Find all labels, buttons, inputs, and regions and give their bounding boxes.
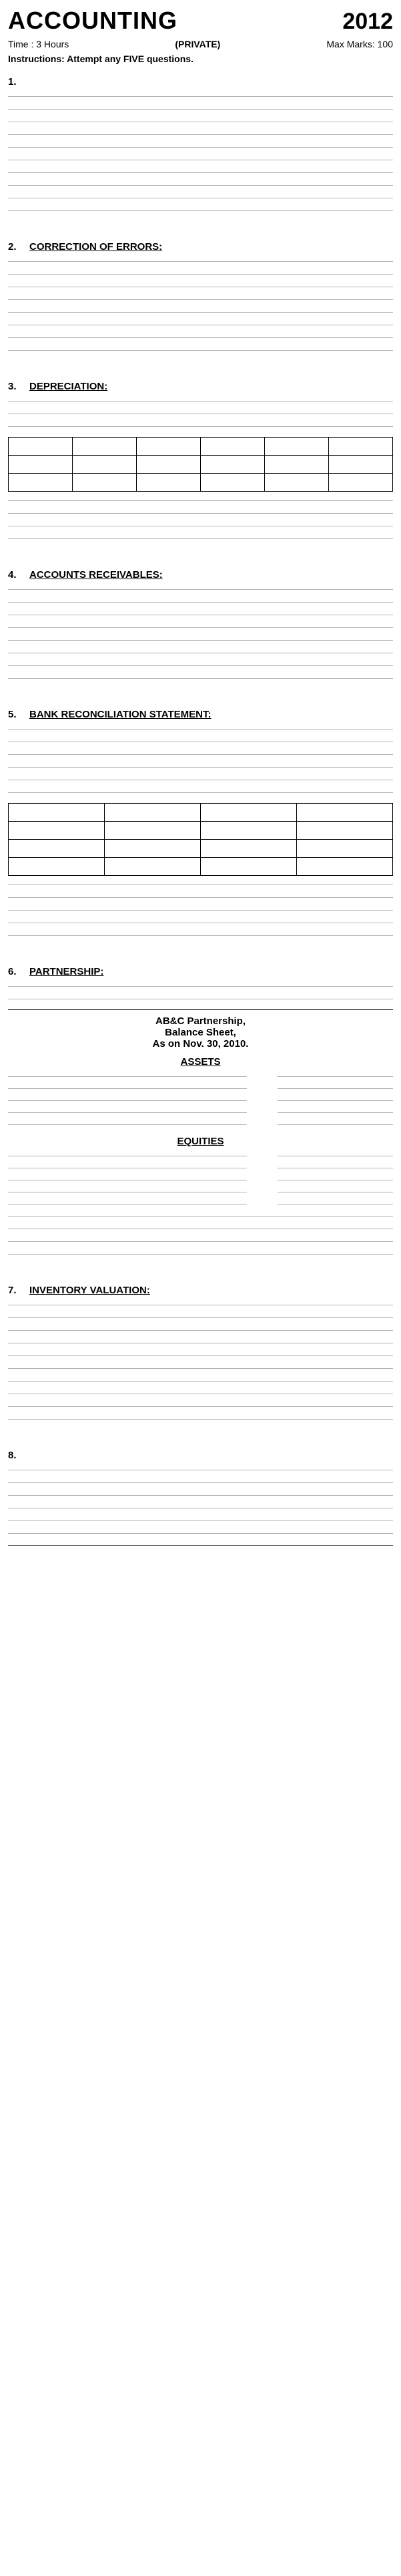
question-number: 5. xyxy=(8,709,17,720)
text-line xyxy=(8,271,393,278)
text-line xyxy=(8,1339,393,1347)
text-line xyxy=(8,776,393,784)
text-line xyxy=(8,334,393,341)
question-6 xyxy=(8,966,393,1258)
text-line xyxy=(8,258,393,265)
bs-row xyxy=(8,1152,393,1159)
instructions: Instructions: Attempt any FIVE questions. xyxy=(8,53,193,64)
text-line xyxy=(8,907,393,914)
text-line xyxy=(8,1301,393,1309)
text-line xyxy=(8,881,393,889)
paper-type: (PRIVATE) xyxy=(175,39,221,49)
text-line xyxy=(8,410,393,418)
text-line xyxy=(8,764,393,771)
text-line xyxy=(8,995,393,1003)
text-line xyxy=(8,309,393,316)
question-8 xyxy=(8,1450,393,1537)
text-line xyxy=(8,1530,393,1537)
question-number: 3. xyxy=(8,381,17,392)
bs-row xyxy=(8,1097,393,1104)
bs-row xyxy=(8,1085,393,1092)
question-title: ACCOUNTS RECEIVABLES: xyxy=(29,569,163,581)
question-number: 8. xyxy=(8,1450,17,1461)
bs-row xyxy=(8,1176,393,1183)
text-line xyxy=(8,751,393,758)
text-line xyxy=(8,182,393,189)
text-line xyxy=(8,347,393,354)
text-line xyxy=(8,283,393,291)
text-line xyxy=(8,144,393,151)
bs-title-3: As on Nov. 30, 2010. xyxy=(152,1038,249,1050)
text-line xyxy=(8,932,393,939)
question-title: PARTNERSHIP: xyxy=(29,966,104,977)
text-line xyxy=(8,624,393,631)
question-5 xyxy=(8,709,393,939)
text-line xyxy=(8,1479,393,1486)
paper-header xyxy=(8,7,393,35)
question-number: 6. xyxy=(8,966,17,977)
bs-row xyxy=(8,1073,393,1080)
paper-meta xyxy=(8,39,393,49)
text-line xyxy=(8,1492,393,1499)
text-line xyxy=(8,131,393,138)
text-line xyxy=(8,1466,393,1474)
bs-row xyxy=(8,1121,393,1128)
bs-row xyxy=(8,1164,393,1171)
text-line xyxy=(8,662,393,669)
question-4 xyxy=(8,569,393,682)
question-number: 4. xyxy=(8,569,17,581)
text-line xyxy=(8,1213,393,1220)
text-line xyxy=(8,169,393,176)
text-line xyxy=(8,637,393,644)
question-2 xyxy=(8,241,393,354)
text-line xyxy=(8,1504,393,1512)
question-number: 7. xyxy=(8,1285,17,1296)
text-line xyxy=(8,93,393,100)
text-line xyxy=(8,1238,393,1245)
subject-title: ACCOUNTING xyxy=(8,7,177,34)
text-line xyxy=(8,1314,393,1321)
bs-assets-heading: ASSETS xyxy=(180,1056,221,1068)
question-number: 2. xyxy=(8,241,17,253)
text-line xyxy=(8,423,393,430)
question-7 xyxy=(8,1285,393,1423)
text-line xyxy=(8,738,393,746)
question-number: 1. xyxy=(8,76,17,88)
text-line xyxy=(8,397,393,405)
text-line xyxy=(8,522,393,530)
bs-row xyxy=(8,1109,393,1116)
question-title: DEPRECIATION: xyxy=(29,381,108,392)
exam-year: 2012 xyxy=(342,9,393,34)
max-marks: Max Marks: 100 xyxy=(326,39,393,49)
text-line xyxy=(8,321,393,329)
text-line xyxy=(8,1403,393,1410)
time-allowed: Time : 3 Hours xyxy=(8,39,69,49)
text-line xyxy=(8,1416,393,1423)
text-line xyxy=(8,586,393,593)
text-line xyxy=(8,510,393,517)
question-1 xyxy=(8,76,393,214)
text-line xyxy=(8,156,393,164)
question-title: BANK RECONCILIATION STATEMENT: xyxy=(29,709,212,720)
text-line xyxy=(8,675,393,682)
text-line xyxy=(8,649,393,657)
question-3 xyxy=(8,381,393,542)
page-bottom-rule xyxy=(8,1545,393,1546)
text-line xyxy=(8,894,393,901)
cheques-table xyxy=(8,803,393,876)
text-line xyxy=(8,1225,393,1233)
text-line xyxy=(8,106,393,113)
text-line xyxy=(8,497,393,504)
text-line xyxy=(8,599,393,606)
balance-sheet xyxy=(8,1009,393,1207)
text-line xyxy=(8,1378,393,1385)
text-line xyxy=(8,535,393,542)
text-line xyxy=(8,1352,393,1359)
text-line xyxy=(8,1517,393,1524)
text-line xyxy=(8,789,393,796)
bs-title-2: Balance Sheet, xyxy=(165,1027,236,1038)
question-title: INVENTORY VALUATION: xyxy=(29,1285,150,1296)
text-line xyxy=(8,1390,393,1398)
text-line xyxy=(8,1251,393,1258)
text-line xyxy=(8,919,393,927)
text-line xyxy=(8,194,393,202)
text-line xyxy=(8,611,393,619)
text-line xyxy=(8,983,393,990)
text-line xyxy=(8,1327,393,1334)
text-line xyxy=(8,296,393,303)
bs-equities-heading: EQUITIES xyxy=(177,1136,224,1147)
text-line xyxy=(8,1365,393,1372)
bs-title-1: AB&C Partnership, xyxy=(155,1015,246,1027)
text-line xyxy=(8,118,393,126)
text-line xyxy=(8,207,393,214)
text-line xyxy=(8,726,393,733)
depreciation-table xyxy=(8,437,393,492)
bs-row xyxy=(8,1200,393,1207)
question-title: CORRECTION OF ERRORS: xyxy=(29,241,163,253)
bs-row xyxy=(8,1188,393,1195)
